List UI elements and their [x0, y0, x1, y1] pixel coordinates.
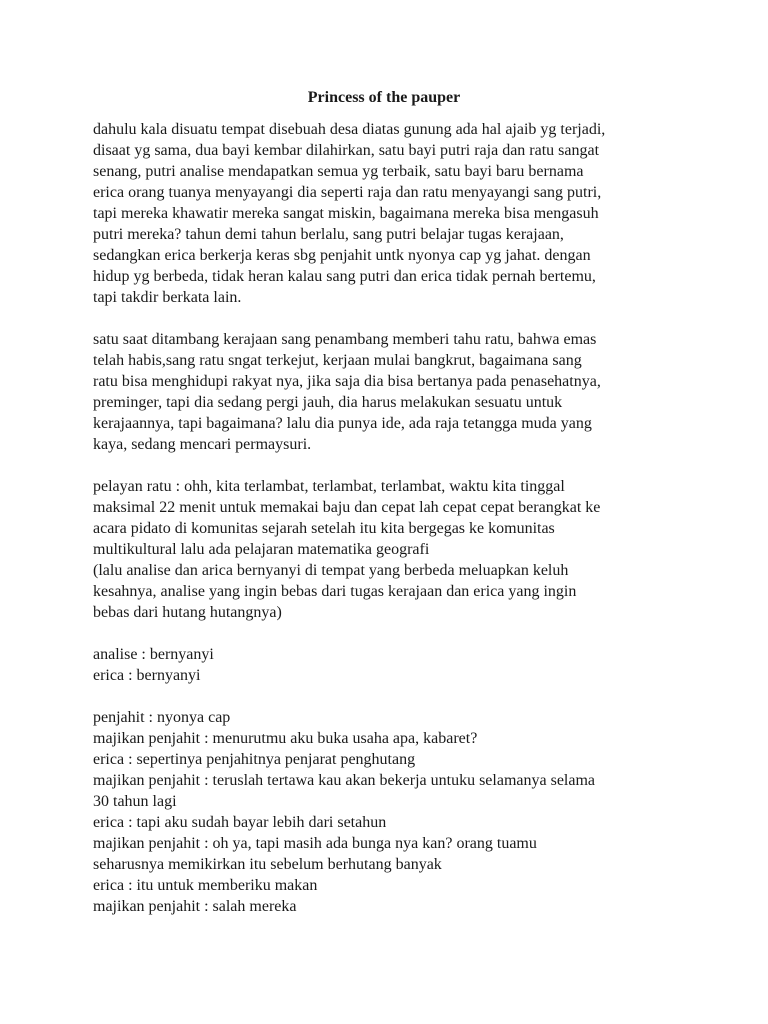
text-line: preminger, tapi dia sedang pergi jauh, dia harus melakukan sesuatu untuk: [93, 394, 563, 411]
text-line: erica : tapi aku sudah bayar lebih dari setahun: [93, 814, 387, 831]
text-line: 30 tahun lagi: [93, 793, 177, 810]
text-line: ratu bisa menghidupi rakyat nya, jika saja dia bisa bertanya pada penasehatnya,: [93, 373, 601, 390]
text-line: tapi takdir berkata lain.: [93, 289, 242, 306]
text-line: satu saat ditambang kerajaan sang penambang memberi tahu ratu, bahwa emas: [93, 331, 597, 348]
paragraph: [93, 644, 713, 686]
text-line: seharusnya memikirkan itu sebelum berhutang banyak: [93, 856, 442, 873]
text-line: erica orang tuanya menyayangi dia seperti raja dan ratu menyayangi sang putri,: [93, 184, 602, 201]
text-line: erica : bernyanyi: [93, 667, 201, 684]
text-line: kerajaannya, tapi bagaimana? lalu dia punya ide, ada raja tetangga muda yang: [93, 415, 592, 432]
text-line: kesahnya, analise yang ingin bebas dari tugas kerajaan dan erica yang ingin: [93, 583, 577, 600]
paragraph: [93, 329, 713, 455]
text-line: majikan penjahit : oh ya, tapi masih ada bunga nya kan? orang tuamu: [93, 835, 537, 852]
text-line: analise : bernyanyi: [93, 646, 214, 663]
text-line: acara pidato di komunitas sejarah setelah itu kita bergegas ke komunitas: [93, 520, 555, 537]
paragraph: [93, 119, 713, 308]
text-line: majikan penjahit : teruslah tertawa kau akan bekerja untuku selamanya selama: [93, 772, 596, 789]
text-line: penjahit : nyonya cap: [93, 709, 231, 726]
text-line: maksimal 22 menit untuk memakai baju dan cepat lah cepat cepat berangkat ke: [93, 499, 601, 516]
document-title: Princess of the pauper: [307, 89, 461, 106]
text-line: putri mereka? tahun demi tahun berlalu, sang putri belajar tugas kerajaan,: [93, 226, 564, 243]
text-line: pelayan ratu : ohh, kita terlambat, terlambat, terlambat, waktu kita tinggal: [93, 478, 565, 495]
text-line: erica : sepertinya penjahitnya penjarat penghutang: [93, 751, 416, 768]
paragraph: [93, 476, 713, 623]
text-line: multikultural lalu ada pelajaran matematika geografi: [93, 541, 430, 558]
document-body: [93, 119, 713, 938]
text-line: sedangkan erica berkerja keras sbg penjahit untk nyonya cap yg jahat. dengan: [93, 247, 591, 264]
text-line: kaya, sedang mencari permaysuri.: [93, 436, 312, 453]
text-line: bebas dari hutang hutangnya): [93, 604, 282, 621]
text-line: hidup yg berbeda, tidak heran kalau sang putri dan erica tidak pernah bertemu,: [93, 268, 596, 285]
text-line: majikan penjahit : salah mereka: [93, 898, 297, 915]
text-line: tapi mereka khawatir mereka sangat miskin, bagaimana mereka bisa mengasuh: [93, 205, 599, 222]
text-line: senang, putri analise mendapatkan semua yg terbaik, satu bayi baru bernama: [93, 163, 584, 180]
text-line: erica : itu untuk memberiku makan: [93, 877, 318, 894]
text-line: dahulu kala disuatu tempat disebuah desa diatas gunung ada hal ajaib yg terjadi,: [93, 121, 606, 138]
text-line: telah habis,sang ratu sngat terkejut, kerjaan mulai bangkrut, bagaimana sang: [93, 352, 582, 369]
text-line: majikan penjahit : menurutmu aku buka usaha apa, kabaret?: [93, 730, 478, 747]
text-line: disaat yg sama, dua bayi kembar dilahirkan, satu bayi putri raja dan ratu sangat: [93, 142, 600, 159]
text-line: (lalu analise dan arica bernyanyi di tempat yang berbeda meluapkan keluh: [93, 562, 569, 579]
paragraph: [93, 707, 713, 917]
